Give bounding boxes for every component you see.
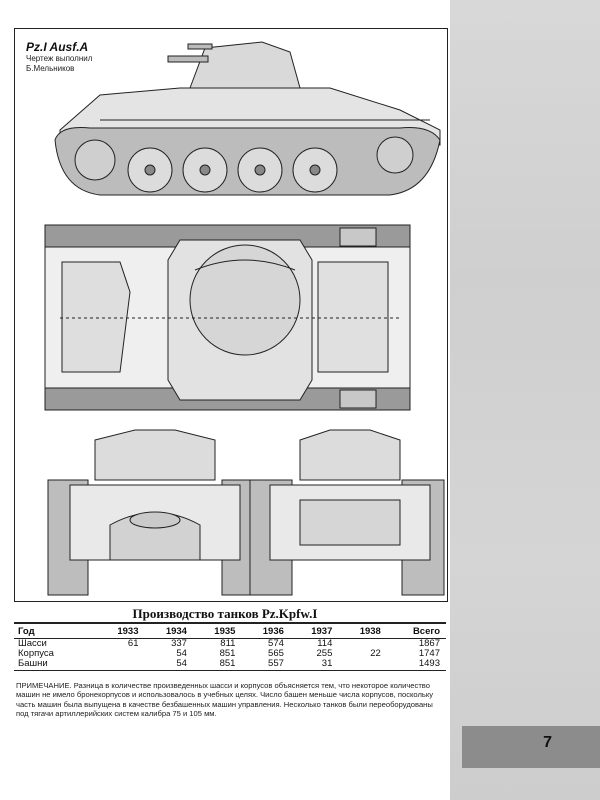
production-note: ПРИМЕЧАНИЕ. Разница в количестве произведенных шасси и корпусов объясняется тем, что некоторое количество машин не имело бронекорпусов и использовалось в учебных целях. Число башен меньше числа корпусов, поскольку часть машин была выпущена в качестве безбашенных машин управления. Несколько танков были переоборудованы под тягачи артиллерийских систем калибра 75 и 105 мм. xyxy=(16,681,434,719)
row-label: Шасси xyxy=(18,638,47,649)
tank-top-view xyxy=(45,225,410,410)
drawing-credit-line1: Чертеж выполнил xyxy=(26,54,93,63)
table-cell xyxy=(96,649,144,659)
page-number: 7 xyxy=(543,734,552,751)
drawing-caption xyxy=(26,40,146,74)
table-cell: 22 xyxy=(370,648,381,659)
table-cell: 61 xyxy=(127,638,139,649)
table-cell: 337 xyxy=(171,638,187,649)
column-header: 1935 xyxy=(193,623,241,639)
table-cell: 255 xyxy=(316,648,333,659)
table-cell xyxy=(338,659,386,671)
row-label: Корпуса xyxy=(18,648,54,659)
table-cell xyxy=(96,659,144,671)
table-title: Производство танков Pz.Kpfw.I xyxy=(132,606,318,621)
table-cell: 54 xyxy=(176,648,187,659)
table-cell: 54 xyxy=(145,659,193,671)
drawing-title: Pz.I Ausf.A xyxy=(26,40,89,54)
production-table xyxy=(14,622,446,671)
table-cell: 1867 xyxy=(418,638,440,649)
column-header: 1936 xyxy=(241,623,289,639)
tank-rear-view xyxy=(250,430,444,595)
column-header: 1938 xyxy=(338,623,386,639)
table-row xyxy=(14,659,446,671)
table-cell: 851 xyxy=(193,659,241,671)
tank-front-view xyxy=(48,430,262,595)
table-cell: 1747 xyxy=(418,648,440,659)
column-header: 1933 xyxy=(96,623,144,639)
table-cell: 574 xyxy=(268,638,284,649)
column-header: 1937 xyxy=(290,623,338,639)
table-cell: 1493 xyxy=(387,659,446,671)
table-cell: 811 xyxy=(220,638,236,649)
row-label: Башни xyxy=(14,659,96,671)
table-cell: 565 xyxy=(268,648,284,659)
drawing-credit-line2: Б.Мельников xyxy=(26,64,75,73)
table-cell: 114 xyxy=(317,638,333,649)
table-cell: 851 xyxy=(219,648,236,659)
table-cell: 557 xyxy=(241,659,289,671)
column-header: 1934 xyxy=(145,623,193,639)
table-cell: 31 xyxy=(290,659,338,671)
column-header: Всего xyxy=(387,623,446,639)
column-header: Год xyxy=(14,623,96,639)
page-number-box xyxy=(462,726,600,768)
table-header-row xyxy=(14,623,446,639)
